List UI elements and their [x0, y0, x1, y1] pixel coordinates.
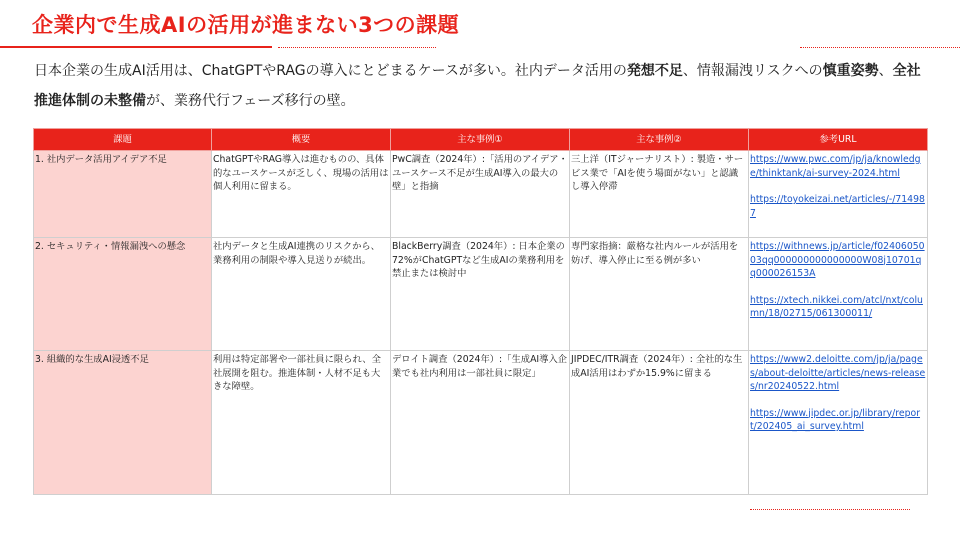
- title-underline: [0, 46, 272, 48]
- header-summary: 概要: [212, 129, 391, 151]
- case2-cell: 三上洋（ITジャーナリスト）: 製造・サービス業で「AIを使う場面がない」と認識し導入停滞: [570, 151, 749, 238]
- intro-text: 日本企業の生成AI活用は、ChatGPTやRAGの導入にとどまるケースが多い。社内データ活用の: [34, 63, 627, 79]
- dotted-rule-right: [800, 47, 960, 48]
- url-cell: [749, 238, 928, 351]
- intro-emphasis: 慎重姿勢: [822, 63, 879, 79]
- intro-emphasis: 発想不足: [626, 63, 683, 79]
- header-issue: 課題: [34, 129, 212, 151]
- issue-cell: 3. 組織的な生成AI浸透不足: [34, 351, 212, 495]
- issues-table: [33, 128, 928, 495]
- issue-cell: 2. セキュリティ・情報漏洩への懸念: [34, 238, 212, 351]
- case1-cell: デロイト調査（2024年）:「生成AI導入企業でも社内利用は一部社員に限定」: [391, 351, 570, 495]
- reference-link[interactable]: https://xtech.nikkei.com/atcl/nxt/column/18/02715/061300011/: [750, 294, 923, 319]
- dotted-rule-bottom: [750, 509, 910, 510]
- url-cell: [749, 151, 928, 238]
- reference-link[interactable]: https://www2.deloitte.com/jp/ja/pages/about-deloitte/articles/news-releases/nr20240522.html: [750, 354, 926, 392]
- case2-cell: 専門家指摘：厳格な社内ルールが活用を妨げ、導入停止に至る例が多い: [570, 238, 749, 351]
- header-reference-url: 参考URL: [749, 129, 928, 151]
- reference-link[interactable]: https://www.pwc.com/jp/ja/knowledge/thinktank/ai-survey-2024.html: [750, 154, 921, 179]
- table-row: [34, 351, 928, 495]
- case1-cell: BlackBerry調査（2024年）: 日本企業の72%がChatGPTなど生成AIの業務利用を禁止または検討中: [391, 238, 570, 351]
- reference-link[interactable]: https://withnews.jp/article/f0240605003qq000000000000000W08j10701qq000026153A: [750, 241, 925, 279]
- summary-cell: 社内データと生成AI連携のリスクから、業務利用の制限や導入見送りが続出。: [212, 238, 391, 351]
- case1-cell: PwC調査（2024年）:「活用のアイデア・ユースケース不足が生成AI導入の最大の壁」と指摘: [391, 151, 570, 238]
- page-title: 企業内で生成AIの活用が進まない3つの課題: [32, 13, 460, 37]
- intro-text: が、業務代行フェーズ移行の壁。: [146, 93, 355, 109]
- intro-text: 、: [878, 63, 893, 79]
- reference-link[interactable]: https://www.jipdec.or.jp/library/report/202405_ai_survey.html: [750, 407, 921, 432]
- summary-cell: ChatGPTやRAG導入は進むものの、具体的なユースケースが乏しく、現場の活用は個人利用に留まる。: [212, 151, 391, 238]
- issue-cell: 1. 社内データ活用アイデア不足: [34, 151, 212, 238]
- intro-paragraph: [34, 56, 934, 116]
- case2-cell: JIPDEC/ITR調査（2024年）: 全社的な生成AI活用はわずか15.9%に留まる: [570, 351, 749, 495]
- header-case1: 主な事例①: [391, 129, 570, 151]
- header-case2: 主な事例②: [570, 129, 749, 151]
- table-row: [34, 151, 928, 238]
- table-header-row: [34, 129, 928, 151]
- reference-link[interactable]: https://toyokeizai.net/articles/-/714987: [750, 194, 925, 219]
- intro-text: 、情報漏洩リスクへの: [682, 63, 823, 79]
- intro-emphasis: 全社推進体制の未整備: [34, 63, 921, 109]
- dotted-rule-left: [278, 47, 436, 48]
- url-cell: [749, 351, 928, 495]
- table-row: [34, 238, 928, 351]
- summary-cell: 利用は特定部署や一部社員に限られ、全社展開を阻む。推進体制・人材不足も大きな障壁。: [212, 351, 391, 495]
